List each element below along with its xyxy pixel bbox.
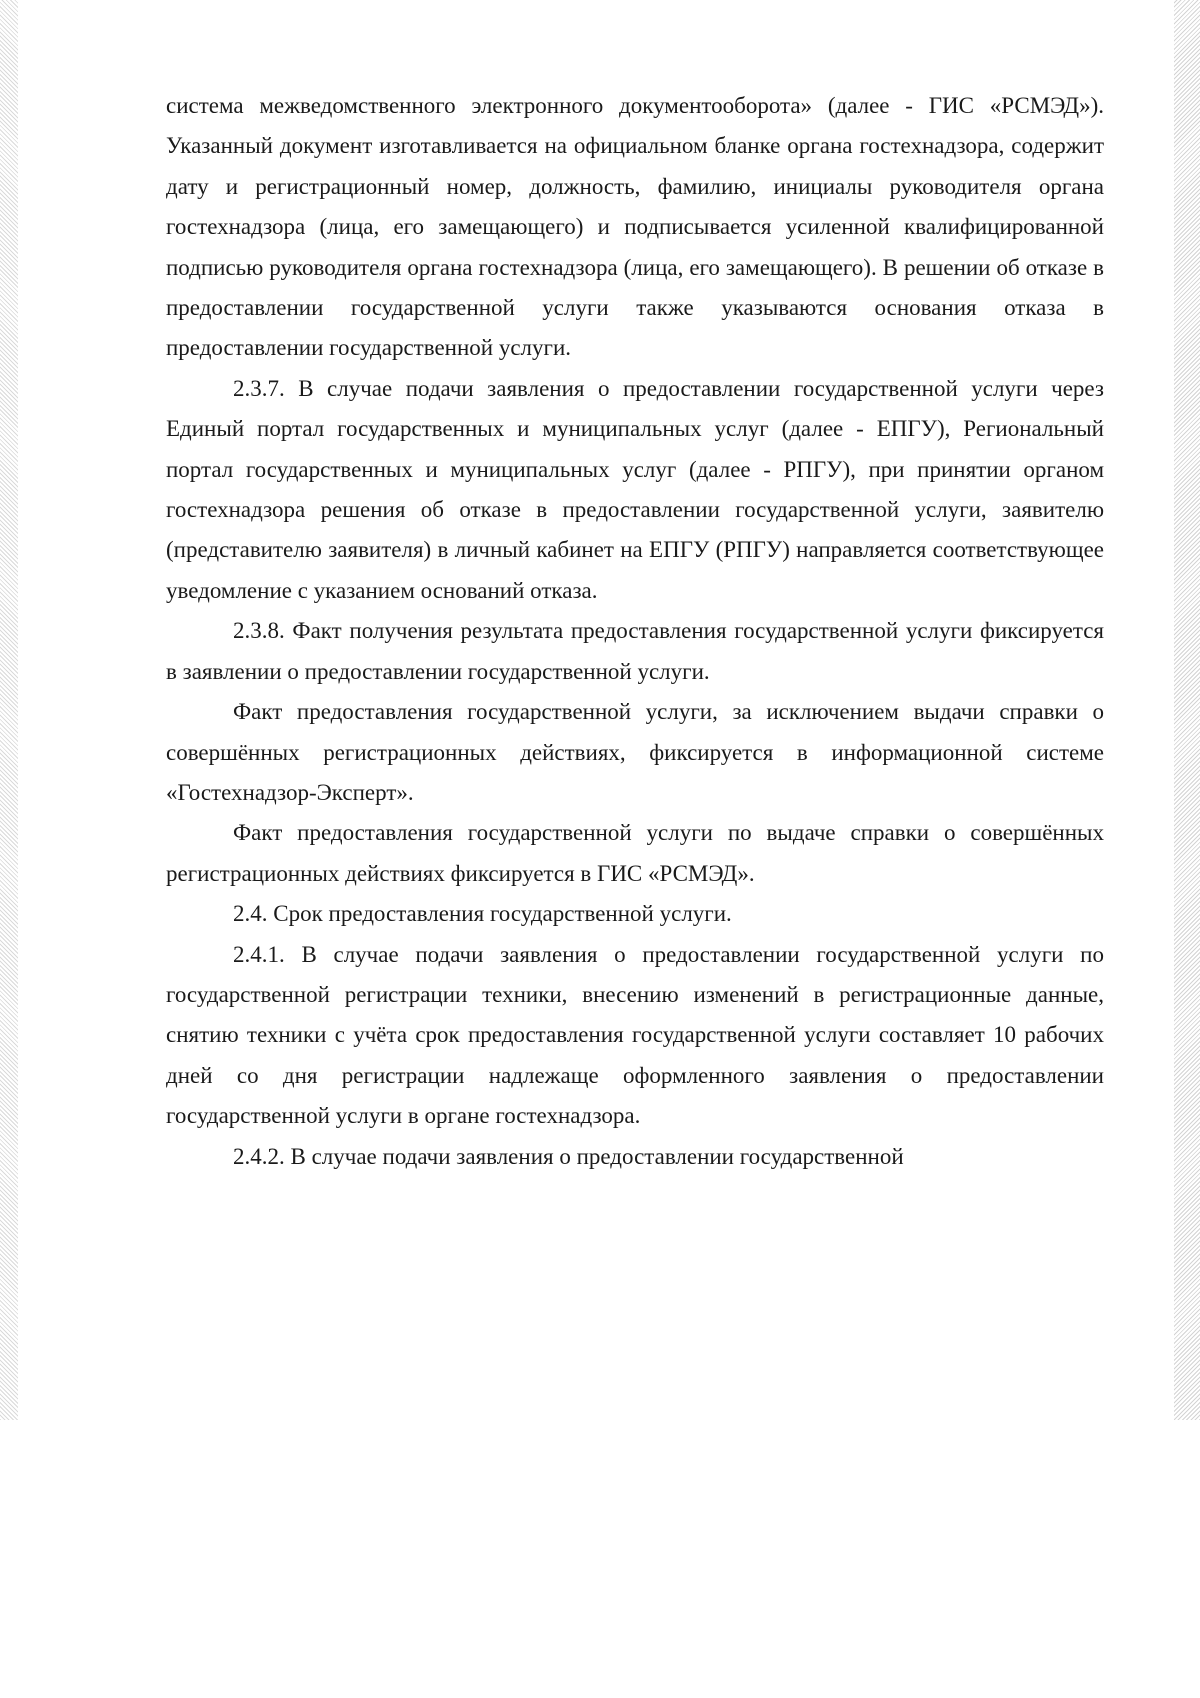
paragraph-2-4-heading: 2.4. Срок предоставления государственной услуги. bbox=[233, 901, 732, 927]
document-page bbox=[166, 86, 1104, 1177]
paragraph-2-4-1: 2.4.1. В случае подачи заявления о предоставлении государственной услуги по государственной регистрации техники, внесению изменений в регистрационные данные, снятию техники с учёта срок предоставления государственной услуги составляет 10 рабочих дней со дня регистрации надлежаще оформленного заявления о предоставлении государственной услуги в органе гостехнадзора. bbox=[166, 941, 1104, 1129]
paragraph-2-4-2: 2.4.2. В случае подачи заявления о предоставлении государственной bbox=[233, 1143, 904, 1169]
paragraph-1: система межведомственного электронного документооборота» (далее - ГИС «РСМЭД»). Указанный документ изготавливается на официальном бланке органа гостехнадзора, содержит дату и регистрационный номер, должность, фамилию, инициалы руководителя органа гостехнадзора (лица, его замещающего) и подписывается усиленной квалифицированной подписью руководителя органа гостехнадзора (лица, его замещающего). В решении об отказе в предоставлении государственной услуги также указываются основания отказа в предоставлении государственной услуги. bbox=[166, 93, 1104, 361]
paragraph-fact-rsmed: Факт предоставления государственной услуги по выдаче справки о совершённых регистрационных действиях фиксируется в ГИС «РСМЭД». bbox=[166, 820, 1104, 886]
scan-edge-right bbox=[1174, 0, 1200, 1420]
paragraph-2-3-7: 2.3.7. В случае подачи заявления о предоставлении государственной услуги через Единый портал государственных и муниципальных услуг (далее - ЕПГУ), Региональный портал государственных и муниципальных услуг (далее - РПГУ), при принятии органом гостехнадзора решения об отказе в предоставлении государственной услуги, заявителю (представителю заявителя) в личный кабинет на ЕПГУ (РПГУ) направляется соответствующее уведомление с указанием оснований отказа. bbox=[166, 375, 1104, 603]
scan-edge-left bbox=[0, 0, 18, 1420]
paragraph-fact-gostekhnadzor-expert: Факт предоставления государственной услуги, за исключением выдачи справки о совершённых регистрационных действиях, фиксируется в информационной системе «Гостехнадзор-Эксперт». bbox=[166, 699, 1104, 805]
paragraph-2-3-8: 2.3.8. Факт получения результата предоставления государственной услуги фиксируется в заявлении о предоставлении государственной услуги. bbox=[166, 618, 1104, 684]
